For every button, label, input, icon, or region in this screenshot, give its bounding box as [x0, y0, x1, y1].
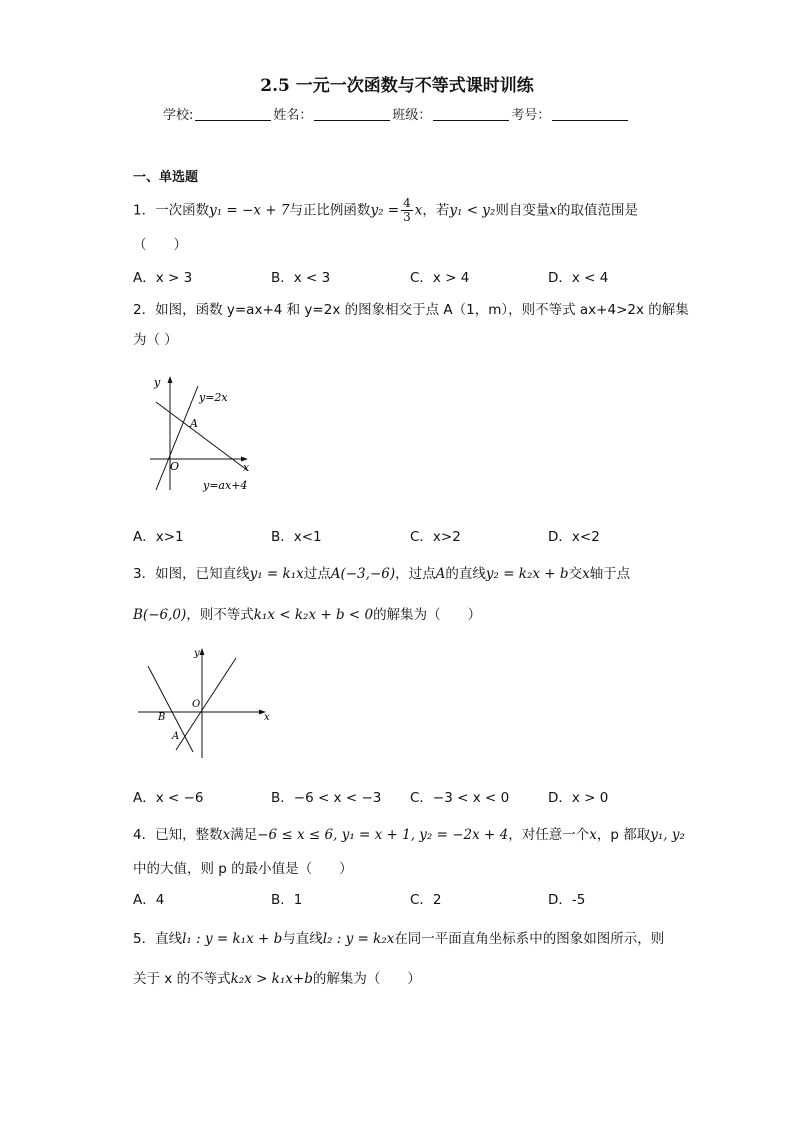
q3-expr-1: y₁ = k₁x — [249, 566, 304, 582]
q2-figure — [146, 372, 256, 496]
q1-option-b[interactable]: B．x < 3 — [271, 270, 331, 286]
section-title: 一、单选题 — [133, 170, 199, 185]
q5-text-2: 与直线 — [282, 931, 323, 947]
q4-text-3: ，对任意一个 — [508, 827, 590, 843]
q4-text-4: ，p 都取 — [596, 827, 651, 843]
q3-option-d[interactable]: D．x > 0 — [548, 790, 609, 806]
q3-var-a: A — [435, 566, 446, 582]
q1-expr-2-right: x — [414, 202, 423, 219]
school-label: 学校: — [163, 108, 194, 123]
school-blank — [195, 108, 271, 121]
q3-origin-label: O — [192, 699, 201, 710]
q4-text-1: 4．已知，整数 — [133, 827, 223, 843]
q1-option-c[interactable]: C．x > 4 — [410, 270, 470, 286]
q3-text-3: ，过点 — [395, 566, 436, 582]
q3-y-arrow — [200, 648, 205, 655]
q3-expr-5: k₁x < k₂x + b < 0 — [253, 607, 374, 623]
q5-stem-line-2 — [133, 967, 421, 987]
q3-text-5: 交 — [568, 566, 583, 582]
q3-expr-2: A(−3,−6) — [330, 566, 396, 582]
q3-expr-3: y₂ = k₂x + b — [485, 566, 569, 582]
q4-text-2: 满足 — [230, 827, 258, 843]
q3-text-8: 的解集为（ ） — [373, 607, 482, 623]
q1-text-4: 则自变量 — [495, 202, 550, 219]
q5-stem-line-1 — [133, 927, 664, 947]
q1-var: x — [549, 202, 557, 219]
name-label: 姓名： — [273, 108, 313, 123]
q3-option-b[interactable]: B．−6 < x < −3 — [271, 790, 382, 806]
q2-stem-line-1: 2．如图，函数 y=ax+4 和 y=2x 的图象相交于点 A（1，m），则不等式 ax+4>2x 的解集 — [133, 302, 689, 318]
q3-text-4: 的直线 — [445, 566, 486, 582]
q3-stem-line-2 — [133, 603, 481, 623]
q5-text-4: 关于 x 的不等式 — [133, 971, 231, 987]
q4-option-d[interactable]: D．-5 — [548, 892, 586, 908]
q3-option-a[interactable]: A．x < −6 — [133, 790, 204, 806]
q5-text-5: 的解集为（ ） — [312, 971, 421, 987]
q5-expr-2: l₂ : y = k₂x — [322, 931, 395, 947]
q1-stem — [133, 197, 638, 224]
q2-line-y2x-label: y=2x — [199, 391, 228, 404]
q4-option-a[interactable]: A．4 — [133, 892, 165, 908]
name-blank — [314, 108, 390, 121]
q1-expr-2-left: y₂ = — [370, 202, 400, 219]
q3-point-a-label: A — [172, 731, 180, 742]
q1-option-d[interactable]: D．x < 4 — [548, 270, 609, 286]
q2-line-yax4-label: y=ax+4 — [203, 479, 248, 492]
q2-origin-label: O — [170, 460, 180, 473]
q4-expr-1: −6 ≤ x ≤ 6, y₁ = x + 1, y₂ = −2x + 4 — [257, 827, 509, 843]
class-blank — [433, 108, 509, 121]
exam-label: 考号： — [511, 108, 551, 123]
q1-expr-3: y₁ < y₂ — [449, 202, 496, 219]
q3-text-6: 轴于点 — [589, 566, 631, 582]
q5-expr-1: l₁ : y = k₁x + b — [182, 931, 283, 947]
q4-var-2: x — [589, 827, 597, 843]
q1-expr-1: y₁ = −x + 7 — [209, 202, 290, 219]
q3-x-label: x — [264, 712, 270, 723]
q1-answer-paren: （ ） — [133, 237, 187, 253]
q3-text-1: 3．如图，已知直线 — [133, 566, 250, 582]
q4-stem-line-1 — [133, 823, 685, 843]
q3-point-b-label: B — [158, 712, 166, 723]
q1-text-2: 与正比例函数 — [289, 202, 371, 219]
q3-figure — [136, 644, 278, 762]
q1-option-a[interactable]: A．x > 3 — [133, 270, 193, 286]
q4-stem-line-2: 中的大值，则 p 的最小值是（ ） — [133, 861, 353, 877]
q4-var-1: x — [222, 827, 231, 843]
q1-text-3: ，若 — [422, 202, 450, 219]
page-title: 2.5 一元一次函数与不等式课时训练 — [260, 76, 534, 96]
q5-text-1: 5．直线 — [133, 931, 183, 947]
q1-text-5: 的取值范围是 — [556, 202, 638, 219]
class-label: 班级： — [392, 108, 432, 123]
q4-option-b[interactable]: B．1 — [271, 892, 303, 908]
q3-text-7: ，则不等式 — [186, 607, 254, 623]
q2-option-a[interactable]: A．x>1 — [133, 529, 184, 545]
q1-fraction: $\frac{4}{3}$ — [403, 196, 411, 224]
q2-y-arrow — [168, 376, 173, 383]
q3-y-label: y — [194, 648, 200, 659]
q5-text-3: 在同一平面直角坐标系中的图象如图所示，则 — [394, 931, 665, 947]
exam-blank — [552, 108, 628, 121]
q3-option-c[interactable]: C．−3 < x < 0 — [410, 790, 510, 806]
q2-option-c[interactable]: C．x>2 — [410, 529, 461, 545]
q4-option-c[interactable]: C．2 — [410, 892, 442, 908]
q5-expr-3: k₂x > k₁x+b — [230, 971, 313, 987]
q2-option-b[interactable]: B．x<1 — [271, 529, 322, 545]
q3-var-x: x — [582, 566, 590, 582]
q4-expr-2: y₁, y₂ — [650, 827, 685, 843]
q2-x-label: x — [243, 461, 250, 474]
q2-option-d[interactable]: D．x<2 — [548, 529, 600, 545]
q2-y-label: y — [154, 376, 161, 389]
q2-point-a-label: A — [190, 417, 198, 430]
q2-stem-line-2: 为（ ） — [133, 332, 178, 348]
q1-text-1: 1．一次函数 — [133, 202, 210, 219]
q3-text-2: 过点 — [303, 566, 331, 582]
student-info-line — [163, 104, 630, 123]
q3-line-y2 — [148, 666, 193, 752]
q2-line-y2x — [156, 386, 198, 490]
q3-expr-4: B(−6,0) — [133, 607, 187, 623]
q3-stem-line-1 — [133, 562, 630, 582]
